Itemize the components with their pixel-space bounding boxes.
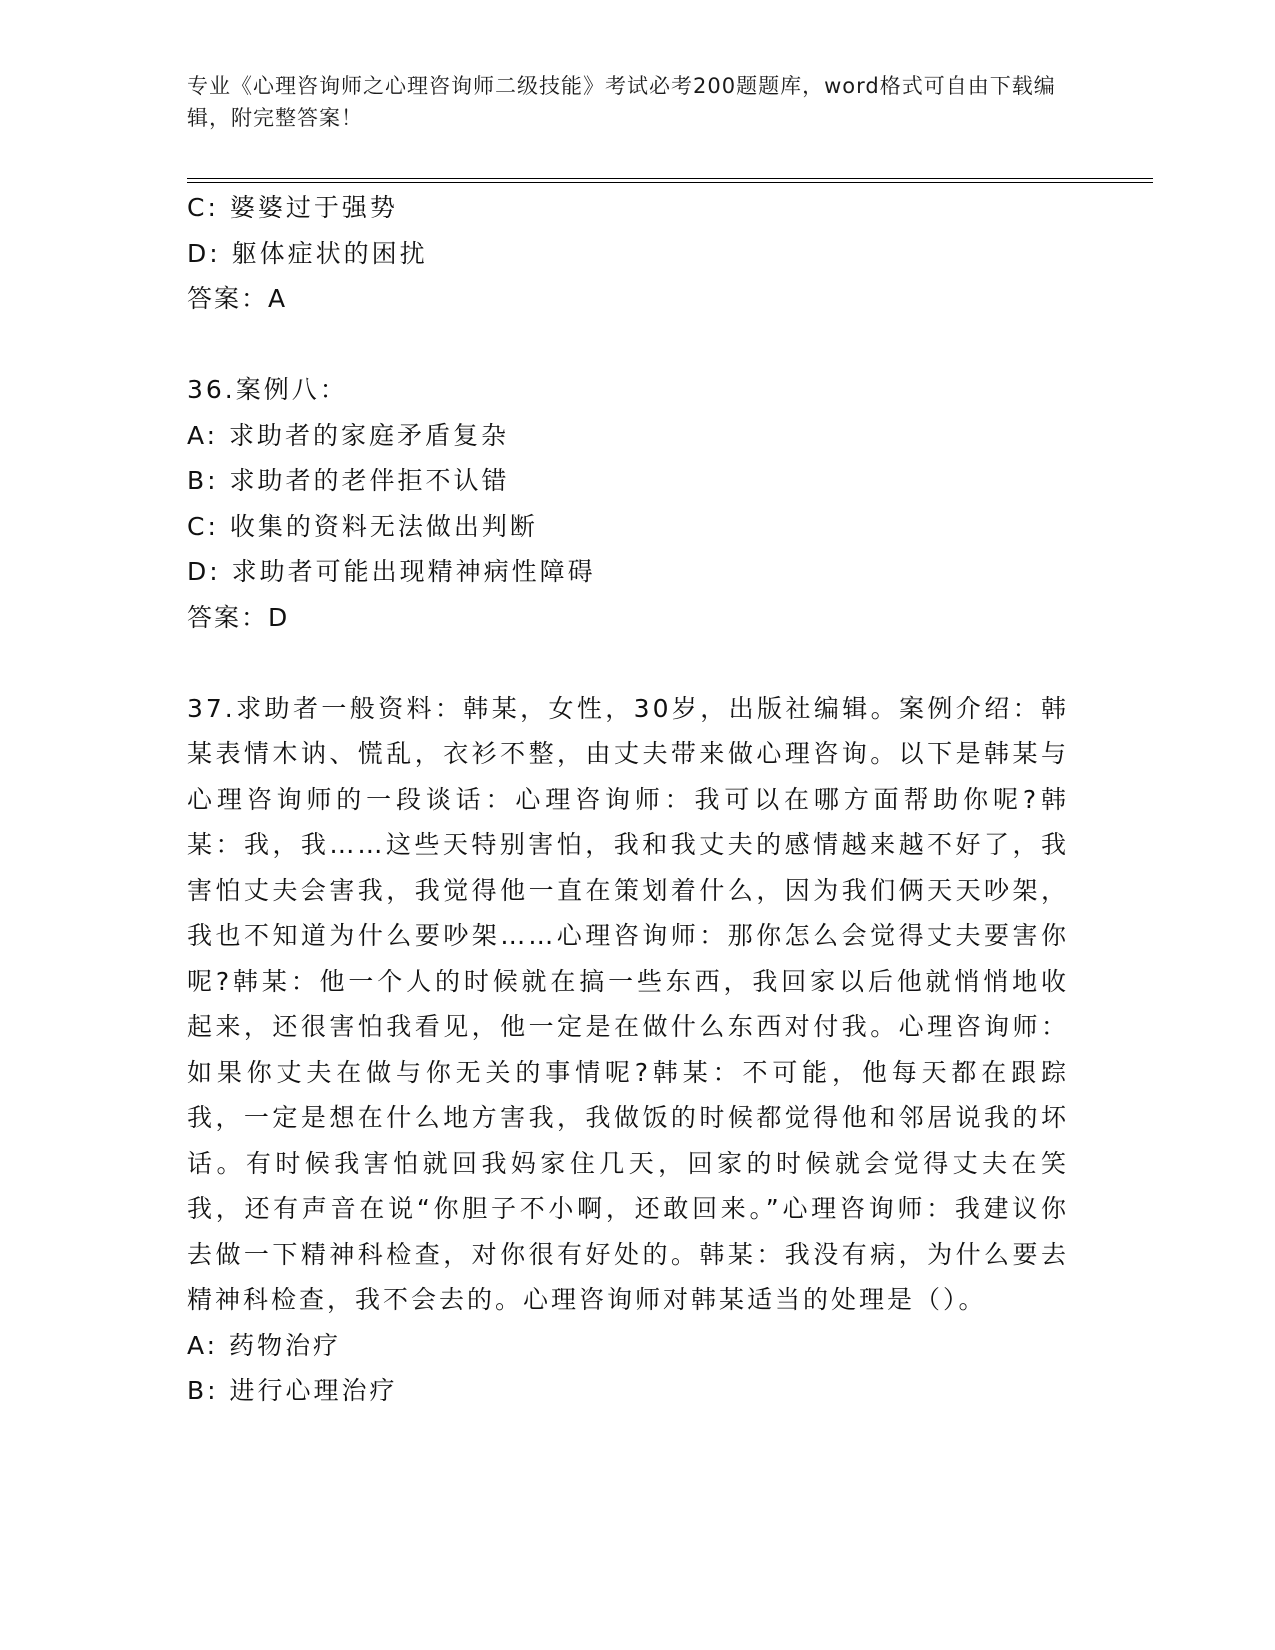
q36-option-d: D: 求助者可能出现精神病性障碍 [187, 557, 596, 586]
option-c-prev: C: 婆婆过于强势 [187, 193, 398, 222]
q36-option-c: C: 收集的资料无法做出判断 [187, 511, 538, 541]
q36-answer: 答案：D [187, 602, 290, 632]
question-37: 37.求助者一般资料：韩某，女性，30岁，出版社编辑。案例介绍：韩某表情木讷、慌乱，衣衫不整，由丈夫带来做心理咨询。以下是韩某与心理咨询师的一段谈话：心理咨询师：我可以在哪方面帮助你呢?韩某：我，我……这些天特别害怕，我和我丈夫的感情越来越不好了，我害怕丈夫会害我，我觉得他一直在策划着什么，因为我们俩天天吵架，我也不知道为什么要吵架……心理咨询师：那你怎么会觉得丈夫要害你呢?韩某：他一个人的时候就在搞一些东西，我回家以后他就悄悄地收起来，还很害怕我看见，他一定是在做什么东西对付我。心理咨询师：如果你丈夫在做与你无关的事情呢?韩某：不可能，他每天都在跟踪我，一定是想在什么地方害我，我做饭的时候都觉得他和邻居说我的坏话。有时候我害怕就回我妈家住几天，回家的时候就会觉得丈夫在笑我，还有声音在说“你胆子不小啊，还敢回来。”心理咨询师：我建议你去做一下精神科检查，对你很有好处的。韩某：我没有病，为什么要去精神科检查，我不会去的。心理咨询师对韩某适当的处理是（）。 [187, 693, 1069, 1314]
q36-option-b: B: 求助者的老伴拒不认错 [187, 466, 510, 495]
document-body [187, 185, 1087, 1414]
header-divider-top [187, 178, 1153, 179]
option-d-prev: D: 躯体症状的困扰 [187, 238, 428, 268]
q37-option-a: A: 药物治疗 [187, 1330, 342, 1360]
answer-prev: 答案：A [187, 284, 288, 313]
document-header [187, 70, 1067, 134]
spacer [187, 322, 1087, 368]
q37-option-b: B: 进行心理治疗 [187, 1376, 398, 1405]
spacer [187, 640, 1087, 686]
header-divider-bottom [187, 182, 1153, 183]
header-text: 专业《心理咨询师之心理咨询师二级技能》考试必考200题题库，word格式可自由下载编辑，附完整答案！ [187, 74, 1056, 130]
q36-option-a: A: 求助者的家庭矛盾复杂 [187, 420, 510, 450]
question-36: 36.案例八： [187, 375, 348, 404]
